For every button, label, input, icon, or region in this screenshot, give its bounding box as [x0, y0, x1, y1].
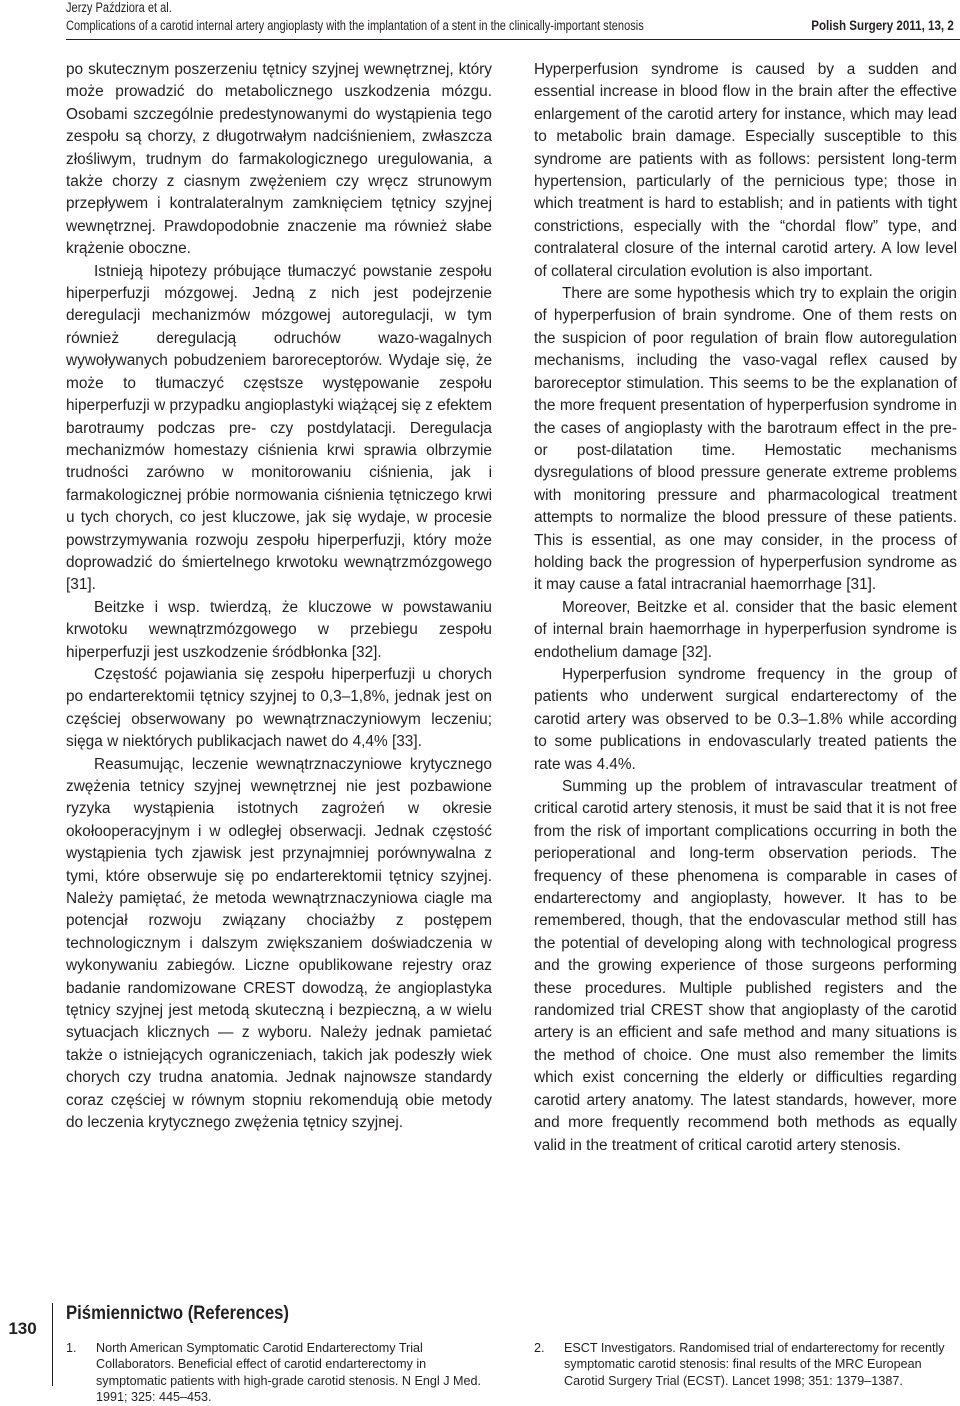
page-number-divider: [52, 1303, 53, 1386]
polish-paragraph: Częstość pojawiania się zespołu hiperperfuzji u chorych po endarterektomii tętnicy szyjnej to 0,3–1,8%, jednak jest on częściej obserwowany po wewnątrznaczyniowym leczeniu; sięga w niektórych publikacjach nawet do 4,4% [33].: [66, 665, 492, 751]
header-author: Jerzy Paździora et al.: [66, 0, 172, 15]
reference-text: ESCT Investigators. Randomised trial of endarterectomy for recently symptomatic carotid stenosis: final results of the MRC European Carotid Surgery Trial (ECST). Lancet 1998; 351: 1379–1387.: [564, 1341, 945, 1388]
polish-paragraph: po skutecznym poszerzeniu tętnicy szyjnej wewnętrznej, który może prowadzić do metabolicznego uszkodzenia mózgu. Osobami szczególnie predestynowanymi do wystąpienia tego zespołu są chorzy, z długotrwałym nadciśnieniem, zwłaszcza złośliwym, trudnym do farmakologicznego uregulowania, a także chorzy z ciasnym zwężeniem czy wręcz strunowym przepływem i kontralateralnym zamknięciem tętnicy szyjnej wewnętrznej. Prawdopodobnie znaczenie ma również słabe krążenie oboczne.: [66, 61, 492, 258]
running-header: [66, 0, 960, 38]
reference-item: [534, 1340, 958, 1389]
polish-text-column: [66, 59, 492, 1135]
polish-paragraph: Reasumując, leczenie wewnątrznaczyniowe krytycznego zwężenia tetnicy szyjnej wewnętrznej nie jest pozbawione ryzyka wystąpienia istotnych zagrożeń w okresie okołooperacyjnym i w odległej obserwacji. Jednak częstość wystąpienia tych zjawisk jest przynajmniej porównywalna z tymi, które obserwuje się po endarterektomii tętnicy szyjnej. Należy pamiętać, że metoda wewnątrznaczyniowa ciagle ma potencjał rozwoju związany chociażby z postępem technologicznym i dalszym zwiększaniem doświadczenia w wykonywaniu zabiegów. Liczne opublikowane rejestry oraz badanie randomizowane CREST dowodzą, że angioplastyka tętnicy szyjnej jest metodą skuteczną i bezpieczną, a w wielu sytuacjach klicznych — z wyboru. Należy jednak pamietać także o istniejących ograniczeniach, takich jak podeszły wiek chorych czy trudna anatomia. Jednak najnowsze standardy coraz częściej w równym stopniu rekomendują obie metody do leczenia krytycznego zwężenia tętnicy szyjnej.: [66, 755, 492, 1132]
english-text-column: [534, 59, 957, 1157]
header-journal: Polish Surgery 2011, 13, 2: [811, 18, 954, 33]
references-list-left: [66, 1340, 496, 1406]
english-paragraph: Summing up the problem of intravascular treatment of critical carotid artery stenosis, it must be said that it is not free from the risk of important complications occurring in both the perioperational and long-term observation periods. The frequency of these phenomena is comparable in cases of endarterectomy and angioplasty, however. It has to be remembered, though, that the endovascular method still has the potential of developing along with technological progress and the growing experience of those surgeons performing these procedures. Multiple published registers and the randomized trial CREST show that angioplasty of the carotid artery is an efficient and safe method and many situations is the method of choice. One must also remember the limits which exist concerning the elderly or difficulties regarding carotid artery anatomy. The latest standards, however, more and more frequently recommend both methods as equally valid in the treatment of critical carotid artery stenosis.: [534, 778, 957, 1154]
references-list-right: [534, 1340, 958, 1389]
english-paragraph: Hyperperfusion syndrome frequency in the group of patients who underwent surgical endarterectomy of the carotid artery was observed to be 0.3–1.8% while according to some publications in endovascularly treated patients the rate was 4.4%.: [534, 665, 957, 773]
english-paragraph: There are some hypothesis which try to explain the origin of hyperperfusion of brain syndrome. One of them rests on the suspicion of poor regulation of brain flow autoregulation mechanisms, including the vaso-vagal reflex caused by baroreceptor stimulation. This seems to be the explanation of the more frequent presentation of hyperperfusion syndrome in the cases of angioplasty with the barotraum effect in the pre- or post-dilatation time. Hemostatic mechanisms dysregulations of blood pressure generate extreme problems with monitoring pressure and pharmacological treatment attempts to normalize the blood pressure of these patients. This is essential, as one may consider, in the process of holding back the progression of hyperperfusion syndrome as it may cause a fatal intracranial haemorrhage [31].: [534, 285, 957, 594]
references-heading: Piśmiennictwo (References): [66, 1303, 290, 1324]
reference-text: North American Symptomatic Carotid Endarterectomy Trial Collaborators. Beneficial effect of carotid endarterectomy in symptomatic patients with high-grade carotid stenosis. N Engl J Med. 1991; 325: 445–453.: [96, 1341, 481, 1405]
header-divider: [66, 39, 960, 40]
english-paragraph: Hyperperfusion syndrome is caused by a sudden and essential increase in blood flow in the brain after the effective enlargement of the carotid artery for instance, which may lead to metabolic brain damage. Especially susceptible to this syndrome are patients with as follows: persistent long-term hypertension, particularly of the pernicious type; those in which treatment is hard to establish; and in patients with tight constrictions, especially with the “chordal flow” type, and contralateral closure of the internal carotid artery. A low level of collateral circulation evolution is also important.: [534, 61, 957, 280]
polish-paragraph: Beitzke i wsp. twierdzą, że kluczowe w powstawaniu krwotoku wewnątrzmózgowego w przebiegu zespołu hiperperfuzji jest uszkodzenie śródbłonka [32].: [66, 598, 492, 661]
english-paragraph: Moreover, Beitzke et al. consider that the basic element of internal brain haemorrhage in hyperperfusion syndrome is endothelium damage [32].: [534, 598, 957, 661]
reference-number: 2.: [534, 1341, 545, 1355]
reference-number: 1.: [66, 1341, 77, 1355]
page-number: 130: [8, 1319, 37, 1338]
header-article-title: Complications of a carotid internal artery angioplasty with the implantation of a stent in the clinically-important stenosis: [66, 18, 644, 33]
polish-paragraph: Istnieją hipotezy próbujące tłumaczyć powstanie zespołu hiperperfuzji mózgowej. Jedną z nich jest podejrzenie deregulacji mechanizmów mózgowej autoregulacji, w tym również deregulacją odruchów wazo-wagalnych wywoływanych pobudzeniem baroreceptorów. Wydaje się, że może to tłumaczyć częstsze występowanie zespołu hiperperfuzji w przypadku angioplastyki wiążącej się z efektem barotraumy podczas pre- czy postdylatacji. Deregulacja mechanizmów homestazy ciśnienia krwi sprawia olbrzymie trudności zarówno w monitorowaniu ciśnienia, jak i farmakologicznej próbie normowania ciśnienia tętniczego krwi u tych chorych, co jest kluczowe, jak się wydaje, w procesie powstrzymywania rozwoju zespołu hiperperfuzji, który może doprowadzić do śmiertelnego krwotoku wewnątrzmózgowego [31].: [66, 262, 493, 594]
reference-item: [66, 1340, 496, 1406]
